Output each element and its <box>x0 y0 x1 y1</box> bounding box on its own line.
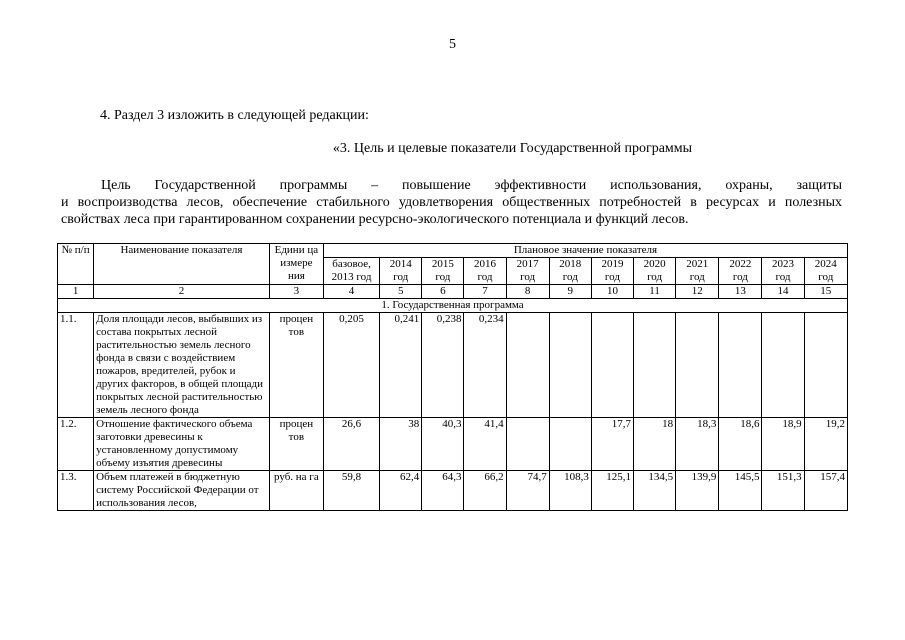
column-number: 11 <box>634 285 676 299</box>
section-heading: «3. Цель и целевые показатели Государственной программы <box>332 141 693 156</box>
table-row <box>58 471 848 511</box>
header-year: 2021 год <box>676 258 719 285</box>
value-cell: 108,3 <box>549 471 591 511</box>
value-cell: 18,9 <box>762 418 804 471</box>
value-cell: 40,3 <box>422 418 464 471</box>
value-cell: 134,5 <box>634 471 676 511</box>
column-number: 3 <box>269 285 323 299</box>
column-number: 15 <box>804 285 847 299</box>
value-cell <box>549 313 591 418</box>
column-number: 9 <box>549 285 591 299</box>
column-number: 8 <box>506 285 549 299</box>
row-number: 1.2. <box>58 418 94 471</box>
column-number: 12 <box>676 285 719 299</box>
indicator-name: Объем платежей в бюджетную систему Российской Федерации от использования лесов, <box>94 471 270 511</box>
unit-cell: процен тов <box>269 313 323 418</box>
value-cell: 59,8 <box>323 471 379 511</box>
value-cell: 0,205 <box>323 313 379 418</box>
header-year: 2020 год <box>634 258 676 285</box>
header-year: базовое, 2013 год <box>323 258 379 285</box>
header-year: 2023 год <box>762 258 804 285</box>
value-cell <box>762 313 804 418</box>
header-year: 2018 год <box>549 258 591 285</box>
value-cell: 0,234 <box>464 313 506 418</box>
paragraph-line-3: свойствах леса при гарантированном сохранении ресурсно-экологического потенциала и функций лесов. <box>61 212 689 227</box>
value-cell <box>549 418 591 471</box>
value-cell: 157,4 <box>804 471 847 511</box>
value-cell: 64,3 <box>422 471 464 511</box>
section-title: 1. Государственная программа <box>58 299 848 313</box>
column-number: 5 <box>380 285 422 299</box>
indicator-name: Отношение фактического объема заготовки древесины к установленному допустимому объему изъятия древесины <box>94 418 270 471</box>
value-cell: 26,6 <box>323 418 379 471</box>
header-name: Наименование показателя <box>94 244 270 285</box>
table-row <box>58 418 848 471</box>
column-number: 7 <box>464 285 506 299</box>
value-cell: 0,241 <box>380 313 422 418</box>
header-year: 2024 год <box>804 258 847 285</box>
value-cell: 19,2 <box>804 418 847 471</box>
value-cell: 41,4 <box>464 418 506 471</box>
header-row-top <box>58 244 848 258</box>
column-number: 4 <box>323 285 379 299</box>
header-year: 2019 год <box>591 258 633 285</box>
header-unit: Едини ца измере ния <box>269 244 323 285</box>
header-num: № п/п <box>58 244 94 285</box>
table-row <box>58 313 848 418</box>
row-number: 1.3. <box>58 471 94 511</box>
goal-paragraph <box>61 177 842 228</box>
column-number: 10 <box>591 285 633 299</box>
unit-cell: руб. на га <box>269 471 323 511</box>
value-cell <box>506 313 549 418</box>
value-cell: 151,3 <box>762 471 804 511</box>
value-cell <box>719 313 762 418</box>
unit-cell: процен тов <box>269 418 323 471</box>
intro-line: 4. Раздел 3 изложить в следующей редакции: <box>100 108 369 123</box>
indicators-table <box>57 243 848 511</box>
value-cell: 18,6 <box>719 418 762 471</box>
header-year: 2016 год <box>464 258 506 285</box>
section-row <box>58 299 848 313</box>
column-number: 6 <box>422 285 464 299</box>
column-number-row <box>58 285 848 299</box>
value-cell <box>676 313 719 418</box>
column-number: 1 <box>58 285 94 299</box>
value-cell: 18,3 <box>676 418 719 471</box>
value-cell: 139,9 <box>676 471 719 511</box>
column-number: 14 <box>762 285 804 299</box>
paragraph-line-1: Цель Государственной программы – повышение эффективности использования, охраны, защиты <box>101 178 842 193</box>
header-year: 2017 год <box>506 258 549 285</box>
value-cell: 125,1 <box>591 471 633 511</box>
header-year: 2015 год <box>422 258 464 285</box>
value-cell: 74,7 <box>506 471 549 511</box>
header-year: 2014 год <box>380 258 422 285</box>
value-cell: 38 <box>380 418 422 471</box>
value-cell <box>591 313 633 418</box>
value-cell <box>634 313 676 418</box>
column-number: 2 <box>94 285 270 299</box>
header-plan: Плановое значение показателя <box>323 244 847 258</box>
value-cell: 145,5 <box>719 471 762 511</box>
value-cell <box>804 313 847 418</box>
column-number: 13 <box>719 285 762 299</box>
value-cell: 17,7 <box>591 418 633 471</box>
value-cell: 66,2 <box>464 471 506 511</box>
value-cell: 18 <box>634 418 676 471</box>
paragraph-line-2: и воспроизводства лесов, обеспечение стабильного удовлетворения общественных потребностей в ресурсах и полезных <box>61 195 842 210</box>
value-cell: 62,4 <box>380 471 422 511</box>
indicator-name: Доля площади лесов, выбывших из состава покрытых лесной растительностью земель лесного фонда в связи с воздействием пожаров, вредителей, рубок и других факторов, в общей площади покрытых лесной растительностью земель лесного фонда <box>94 313 270 418</box>
page-number: 5 <box>449 37 456 52</box>
row-number: 1.1. <box>58 313 94 418</box>
value-cell: 0,238 <box>422 313 464 418</box>
value-cell <box>506 418 549 471</box>
header-year: 2022 год <box>719 258 762 285</box>
